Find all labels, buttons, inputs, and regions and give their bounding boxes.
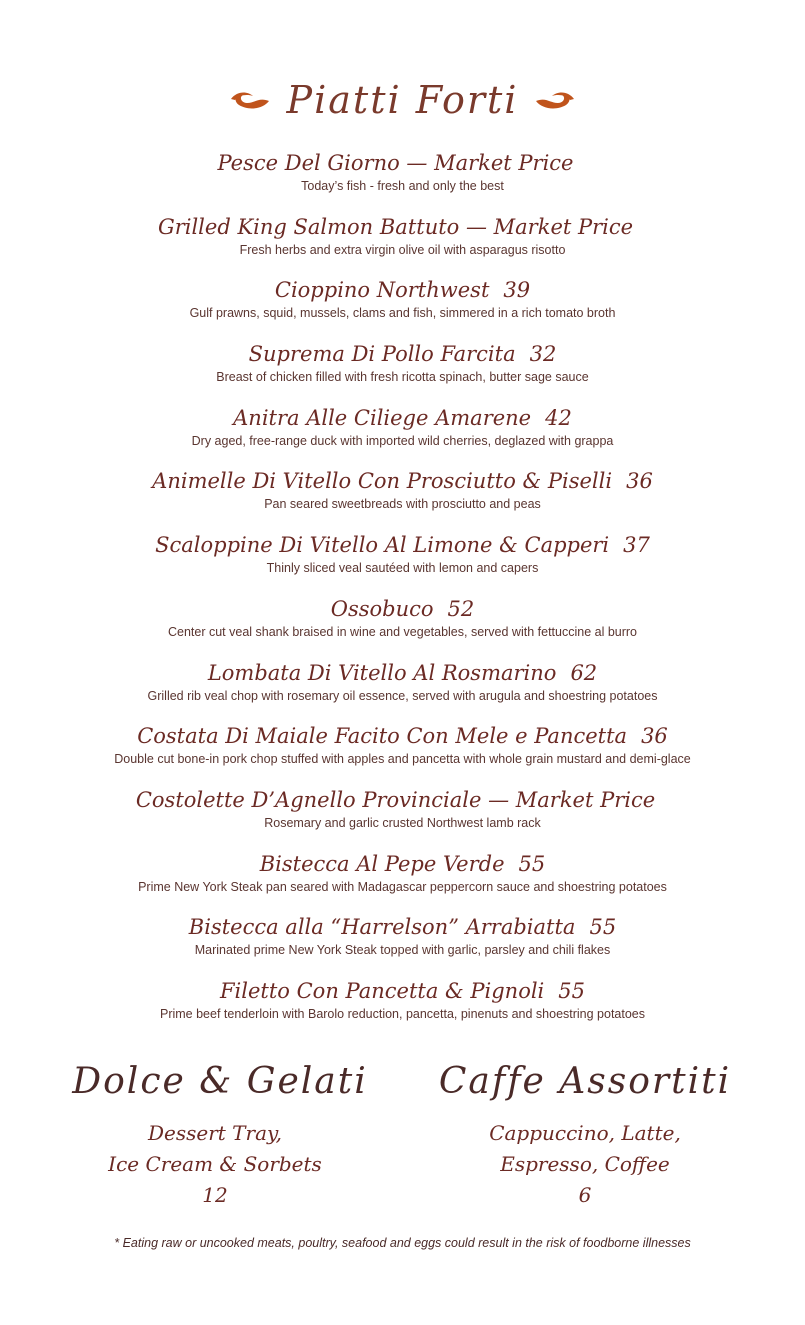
- caffe-line-2: Espresso, Coffee: [500, 1152, 670, 1176]
- dolce-line-2: Ice Cream & Sorbets: [108, 1152, 322, 1176]
- dolce-section: [55, 1052, 385, 1211]
- dish-price: 55: [518, 851, 546, 876]
- dish-description: Marinated prime New York Steak topped with garlic, parsley and chili flakes: [194, 943, 611, 958]
- dish-name: Pesce Del Giorno — Market Price: [217, 151, 574, 175]
- dish-price: 36: [626, 469, 653, 494]
- dish-description: Prime beef tenderloin with Barolo reduction, pancetta, pinenuts and shoestring potatoes: [159, 1006, 646, 1021]
- dish-price: 52: [447, 596, 475, 621]
- caffe-title: Caffe Assortiti: [438, 1061, 732, 1102]
- dish-price: 39: [503, 278, 531, 303]
- dish-item: [0, 849, 805, 913]
- dish-name: Scaloppine Di Vitello Al Limone & Capperi: [155, 533, 610, 558]
- caffe-line-1: Cappuccino, Latte,: [489, 1121, 681, 1145]
- dish-name: Anitra Alle Ciliege Amarene: [233, 405, 532, 430]
- dish-description: Today’s fish - fresh and only the best: [301, 179, 504, 193]
- dish-price: 55: [589, 915, 617, 940]
- dish-name: Grilled King Salmon Battuto — Market Price: [157, 214, 634, 239]
- dish-price: 36: [641, 724, 668, 749]
- dish-name: Cioppino Northwest: [274, 278, 490, 303]
- dish-description: Prime New York Steak pan seared with Madagascar peppercorn sauce and shoestring potatoes: [138, 879, 667, 894]
- dolce-price: 12: [202, 1183, 228, 1207]
- dish-name: Costolette D’Agnello Provinciale — Market Price: [135, 787, 656, 812]
- dish-price: 55: [558, 978, 586, 1003]
- dish-description: Pan seared sweetbreads with prosciutto and peas: [264, 497, 541, 512]
- flourish-left-icon: [229, 87, 273, 113]
- dish-description: Gulf prawns, squid, mussels, clams and fish, simmered in a rich tomato broth: [189, 306, 616, 321]
- dish-item: [0, 658, 805, 722]
- dish-item: [0, 785, 805, 849]
- dish-item: [0, 339, 805, 403]
- caffe-price: 6: [578, 1183, 592, 1207]
- dish-item: [0, 275, 805, 339]
- dish-name: Ossobuco: [330, 596, 434, 621]
- dish-price: 32: [529, 342, 557, 367]
- dish-name: Animelle Di Vitello Con Prosciutto & Piselli: [152, 469, 613, 494]
- footnote: * Eating raw or uncooked meats, poultry, seafood and eggs could result in the risk of foodborne illnesses: [114, 1236, 691, 1250]
- dish-item: [0, 530, 805, 594]
- dish-item: [0, 721, 805, 785]
- dish-description: Double cut bone-in pork chop stuffed with apples and pancetta with whole grain mustard and demi-glace: [114, 752, 691, 767]
- caffe-section: [420, 1052, 750, 1211]
- dish-item: [0, 594, 805, 658]
- dish-name: Suprema Di Pollo Farcita: [248, 342, 516, 367]
- dish-description: Grilled rib veal chop with rosemary oil essence, served with arugula and shoestring potatoes: [147, 688, 658, 703]
- flourish-right-icon: [532, 87, 576, 113]
- dish-description: Breast of chicken filled with fresh ricotta spinach, butter sage sauce: [216, 370, 589, 385]
- dish-list: [0, 148, 805, 1040]
- dish-name: Bistecca alla “Harrelson” Arrabiatta: [188, 915, 576, 940]
- dolce-line-1: Dessert Tray,: [147, 1121, 282, 1145]
- dolce-title: Dolce & Gelati: [72, 1061, 368, 1102]
- dish-price: 62: [570, 660, 598, 685]
- dish-item: [0, 148, 805, 212]
- dish-description: Dry aged, free-range duck with imported wild cherries, deglazed with grappa: [191, 433, 614, 448]
- dish-description: Thinly sliced veal sautéed with lemon and capers: [266, 561, 539, 576]
- dish-item: [0, 912, 805, 976]
- dish-name: Costata Di Maiale Facito Con Mele e Pancetta: [137, 724, 628, 749]
- dish-description: Fresh herbs and extra virgin olive oil with asparagus risotto: [239, 242, 566, 257]
- dish-name: Filetto Con Pancetta & Pignoli: [219, 978, 545, 1003]
- dish-name: Lombata Di Vitello Al Rosmarino: [207, 660, 557, 685]
- dish-item: [0, 403, 805, 467]
- dish-item: [0, 466, 805, 530]
- dish-name: Bistecca Al Pepe Verde: [259, 851, 505, 876]
- section-header: [0, 70, 805, 130]
- dish-price: 42: [545, 405, 572, 430]
- dish-description: Center cut veal shank braised in wine and vegetables, served with fettuccine al burro: [167, 624, 637, 639]
- dish-description: Rosemary and garlic crusted Northwest lamb rack: [264, 815, 541, 830]
- page-title: Piatti Forti: [286, 78, 519, 122]
- dish-item: [0, 212, 805, 276]
- dish-price: 37: [623, 533, 650, 558]
- dish-item: [0, 976, 805, 1040]
